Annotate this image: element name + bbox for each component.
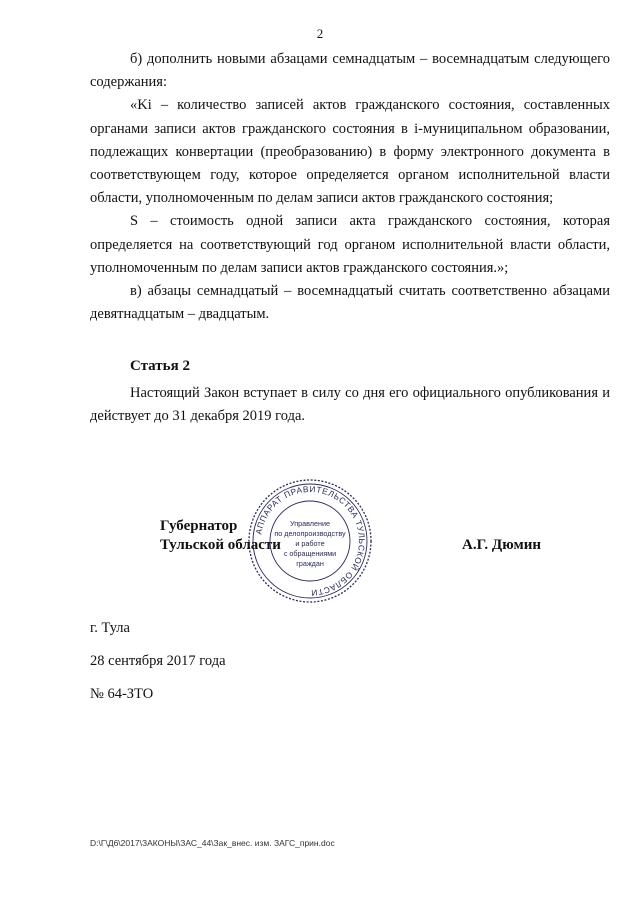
signatory-title-line2: Тульской области: [160, 537, 281, 553]
city: г. Тула: [90, 620, 130, 636]
paragraph-v: в) абзацы семнадцатый – восемнадцатый считать соответственно абзацами девятнадцатым – двадцатым.: [90, 283, 610, 323]
seal-line-1: Управление: [290, 519, 330, 528]
article-text-block: [90, 382, 610, 428]
seal-line-5: граждан: [296, 559, 324, 568]
law-date: 28 сентября 2017 года: [90, 653, 226, 669]
footer-file-path: D:\Г\Д6\2017\ЗАКОНЫ\ЗАС_44\Зак_внес. изм. ЗАГС_прин.doc: [90, 838, 335, 848]
seal-ring-text: АППАРАТ ПРАВИТЕЛЬСТВА ТУЛЬСКОЙ ОБЛАСТИ: [253, 483, 368, 599]
paragraph-ki: «Ki – количество записей актов гражданского состояния, составленных органами записи актов гражданского состояния в i-муниципальном образовании, подлежащих конвертации (преобразованию) в форму электронного документа в соответствующем году, которое определяется органом исполнительной власти области, уполномоченным по делам записи актов гражданского состояния;: [90, 97, 610, 207]
signatory-title-line1: Губернатор: [160, 518, 238, 534]
amendment-text: [90, 48, 610, 326]
paragraph-b: б) дополнить новыми абзацами семнадцатым – восемнадцатым следующего содержания:: [90, 51, 610, 91]
signatory-name: А.Г. Дюмин: [462, 537, 542, 553]
seal-line-4: с обращениями: [283, 549, 337, 558]
article-text: Настоящий Закон вступает в силу со дня его официального опубликования и действует до 31 декабря 2019 года.: [90, 385, 610, 425]
paragraph-s: S – стоимость одной записи акта гражданского состояния, которая определяется на соответствующий год органом исполнительной власти области, уполномоченным по делам записи актов гражданского состояния.»;: [90, 213, 610, 276]
signatory-title: [160, 517, 281, 555]
article-heading: Статья 2: [130, 358, 190, 374]
page-number: 2: [316, 26, 324, 41]
law-number: № 64-ЗТО: [90, 686, 154, 702]
seal-line-2: по делопроизводству: [274, 529, 346, 538]
seal-line-3: и работе: [295, 539, 325, 548]
